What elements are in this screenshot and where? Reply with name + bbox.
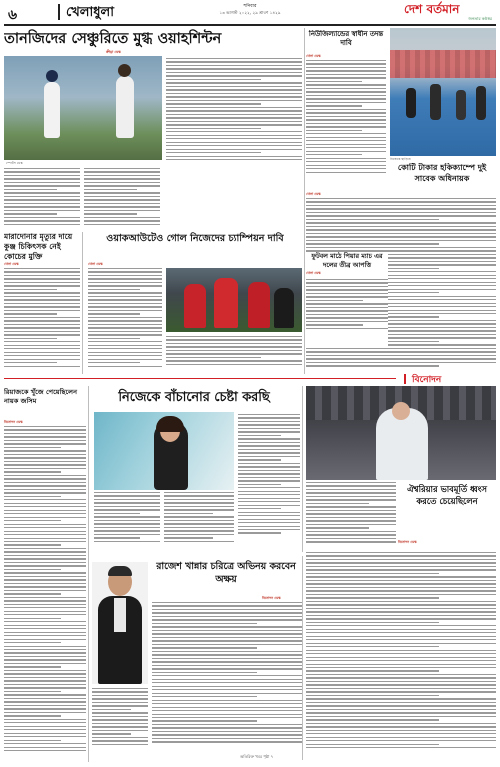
fifa-body <box>306 279 388 335</box>
masthead-divider <box>58 4 60 20</box>
player-figure-2 <box>116 76 134 138</box>
lead-article-body-right <box>166 58 302 166</box>
hockey-practice-photo <box>390 28 496 156</box>
maradona-headline: মারাদোনার মৃত্যুর দায়ে কুঞ্জ চিকিৎসক নেই কোচের মুক্তি <box>4 232 73 260</box>
riyaz-body <box>4 426 86 762</box>
entertainment-lead-body-col-3 <box>238 414 300 550</box>
player-red-2 <box>214 278 238 328</box>
akshay-hair <box>108 566 132 576</box>
entertainment-lead-body-col-2 <box>164 492 234 550</box>
tadanta-byline: খেলা ডেস্ক <box>306 54 321 58</box>
player-head-2 <box>118 64 131 77</box>
hockey-headline: কোটি টাকার হকিক্যাম্পে দুই সাবেক অধিনায়ক <box>397 163 487 183</box>
column-rule <box>302 556 303 760</box>
aishwarya-byline: বিনোদন ডেস্ক <box>398 540 417 544</box>
column-rule <box>82 232 83 374</box>
goal-body-col-1 <box>88 268 162 372</box>
hockey-player-1 <box>406 88 416 118</box>
akshay-body-lower <box>92 688 148 754</box>
riyaz-headline: রিয়াজকে খুঁজে পেয়েছিলেন নায়ক জসিম <box>4 388 78 405</box>
fifa-story-box <box>306 252 388 348</box>
hockey-player-2 <box>430 84 441 120</box>
player-figure-1 <box>44 82 60 138</box>
goal-body-col-2 <box>166 336 302 374</box>
fifa-headline: ফুটবল মাঠে পিয়ার ম্যাচ এর দলের তীব্র আপত্তি <box>311 252 383 269</box>
stand-seats <box>390 50 496 78</box>
page-number: ৬ <box>8 7 18 23</box>
maradona-byline: খেলা ডেস্ক <box>4 262 19 266</box>
akshay-photo <box>92 562 148 684</box>
maradona-body <box>4 268 80 372</box>
brand-logo <box>404 2 496 24</box>
hockey-player-3 <box>456 90 466 120</box>
column-rule <box>302 386 303 552</box>
tadanta-body <box>306 60 386 178</box>
masthead-rule <box>4 24 496 26</box>
player-red-3 <box>248 282 270 328</box>
sports-lead-headline: তানজিদের সেঞ্চুরিতে মুগ্ধ ওয়াহশিন্টন <box>4 31 222 47</box>
aishwarya-side-body <box>306 482 396 550</box>
brand-tagline: জনতার কণ্ঠস্বর <box>468 16 492 21</box>
figure-face <box>392 402 410 420</box>
hockey-player-4 <box>476 86 486 120</box>
page-section-title: খেলাধুলা <box>66 5 115 20</box>
actress-photo <box>94 412 234 490</box>
entertainment-section-label <box>396 372 496 386</box>
aishwarya-body <box>306 552 496 760</box>
continued-note: অতিরিক্ত খবর পৃষ্ঠা ৭ <box>240 754 274 759</box>
actress-hair <box>156 416 184 432</box>
akshay-shirt <box>114 598 126 632</box>
goal-byline: খেলা ডেস্ক <box>88 262 103 266</box>
lead-article-col-1 <box>4 168 80 230</box>
entertainment-lead-headline: নিজেকে বাঁচানোর চেষ্টা করছি <box>118 390 270 405</box>
sports-lead-headline-box <box>4 28 302 56</box>
masthead-day: শনিবার <box>243 4 257 9</box>
column-rule <box>88 386 89 762</box>
player-black-1 <box>274 288 294 328</box>
fifa-byline: খেলা ডেস্ক <box>306 271 321 275</box>
cricket-photo-caption: স্পোর্টস ডেস্ক <box>6 161 23 165</box>
column-rule <box>304 28 305 374</box>
masthead-date: ১৩ আগস্ট ২০২২, ২৯ শ্রাবণ ১৪২৯ <box>219 10 281 15</box>
cricket-photo <box>4 56 162 160</box>
tadanta-headline: নিউজিল্যান্ডের স্বাধীন তদন্ত দাবি <box>308 30 384 47</box>
hockey-byline: খেলা ডেস্ক <box>306 192 321 196</box>
brand-name: দেশ বর্তমান <box>404 2 460 16</box>
hockey-photo-caption: নিজেকে ছাড়িয়ে <box>390 157 411 161</box>
akshay-body <box>152 602 302 752</box>
akshay-headline: রাজেশ খান্নার চরিত্রে অভিনয় করবেন অক্ষয় <box>156 561 296 585</box>
goal-headline: ওয়াকআউটেও গোল নিজেদের চ্যাম্পিয়ন দাবি <box>106 233 284 244</box>
akshay-byline: বিনোদন ডেস্ক <box>262 596 281 600</box>
aishwarya-photo <box>306 386 496 480</box>
football-celebration-photo <box>166 268 302 332</box>
entertainment-section-title: বিনোদন <box>412 375 442 385</box>
riyaz-byline: বিনোদন ডেস্ক <box>4 420 23 424</box>
player-head-1 <box>46 70 58 82</box>
entertainment-lead-body-col-1 <box>94 492 160 550</box>
lead-article-col-2 <box>84 168 160 230</box>
section-marker <box>404 374 406 384</box>
sports-lead-byline: ক্রীড়া ডেস্ক <box>106 50 121 54</box>
player-red-1 <box>184 284 206 328</box>
aishwarya-headline: ঐশ্বরিয়ার ভাবমূর্তি ধ্বংস করতে চেয়েছিলেন <box>407 484 487 506</box>
